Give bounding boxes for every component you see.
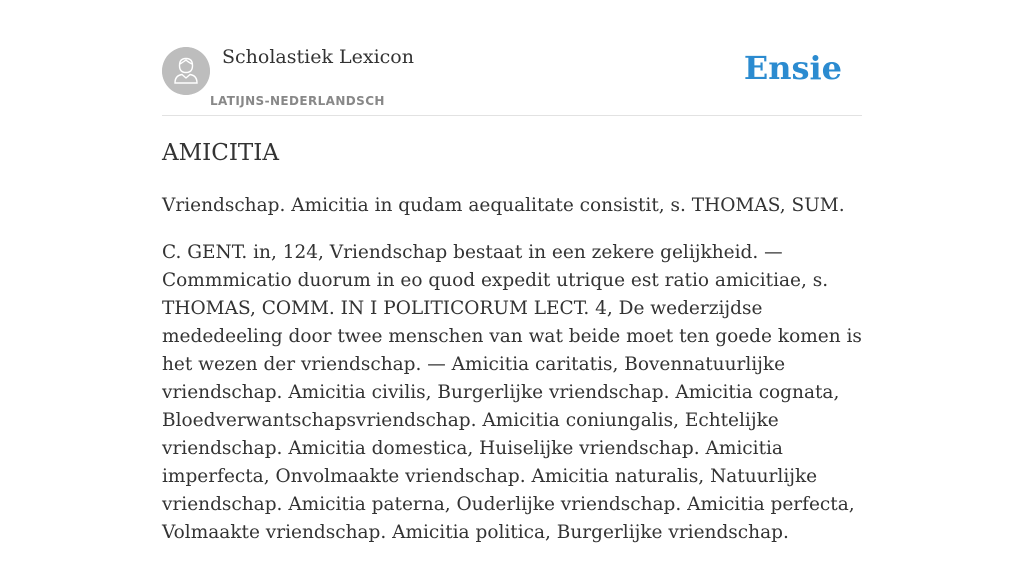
entry-paragraph: Vriendschap. Amicitia in qudam aequalitate consistit, s. THOMAS, SUM.: [162, 195, 845, 216]
site-header: [162, 0, 862, 116]
site-title[interactable]: Scholastiek Lexicon: [222, 46, 414, 68]
page-container: [162, 0, 862, 543]
entry-paragraph: C. GENT. in, 124, Vriendschap bestaat in een zekere gelijkheid. — Commmicatio duorum in eo quod expedit utrique est ratio amicitiae, s. THOMAS, COMM. IN I POLITICORUM LECT. 4, De wederzijdse mededeeling door twee menschen van wat beide moet ten goede komen is het wezen der vriendschap. — Amicitia caritatis, Bovennatuurlijke vriendschap. Amicitia civilis, Burgerlijke vriendschap. Amicitia cognata, Bloedverwantschapsvriendschap. Amicitia coniungalis, Echtelijke vriendschap. Amicitia domestica, Huiselijke vriendschap. Amicitia imperfecta, Onvolmaakte vriendschap. Amicitia naturalis, Natuurlijke vriendschap. Amicitia paterna, Ouderlijke vriendschap. Amicitia perfecta, Volmaakte vriendschap. Amicitia politica, Burgerlijke vriendschap.: [162, 242, 862, 543]
avatar[interactable]: [162, 47, 210, 95]
brand-logo[interactable]: Ensie: [743, 49, 842, 87]
entry-body: [162, 192, 862, 566]
site-subtitle: LATIJNS-NEDERLANDSCH: [210, 94, 385, 108]
entry-title: AMICITIA: [162, 140, 279, 166]
user-icon: [162, 47, 210, 95]
